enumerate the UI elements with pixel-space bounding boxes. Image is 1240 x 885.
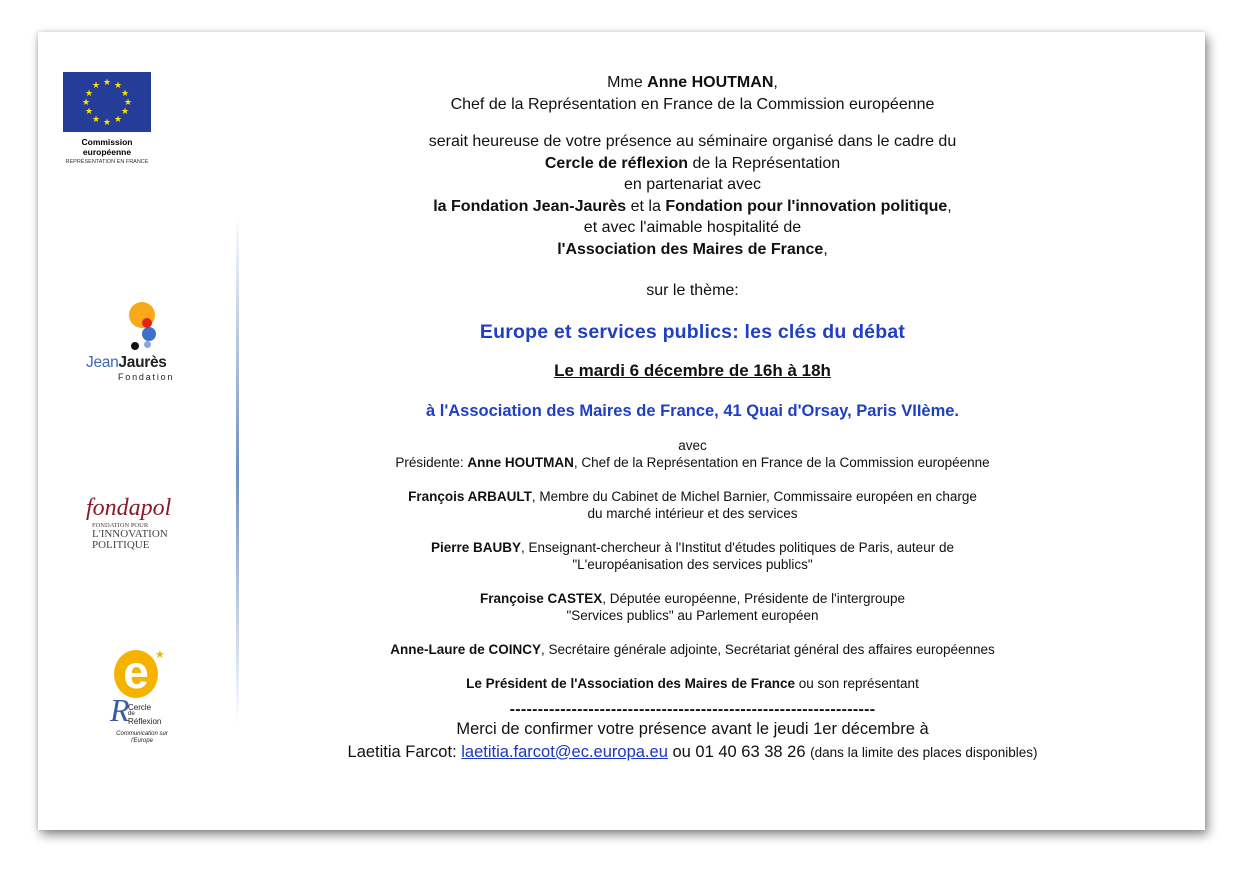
- host-role: Chef de la Représentation en France de la Commission européenne: [450, 95, 935, 113]
- european-commission-logo: [57, 72, 157, 165]
- fondapol-name: fondapol: [86, 495, 172, 521]
- cercle-text-3: Réflexion: [128, 717, 162, 726]
- seminar-title: Europe et services publics: les clés du débat: [479, 320, 906, 343]
- eu-logo-subtitle: REPRÉSENTATION EN FRANCE: [65, 159, 149, 165]
- jj-dot-red: [142, 318, 152, 328]
- rsvp-note: (dans la limite des places disponibles): [810, 744, 1038, 760]
- speaker-2: Pierre BAUBY, Enseignant-chercheur à l'Institut d'études politiques de Paris, auteur de: [431, 539, 954, 555]
- cercle-text-4: Communication sur l'Europe: [116, 731, 168, 744]
- host-name: Anne HOUTMAN: [647, 74, 774, 91]
- invitation-body: [250, 72, 1135, 764]
- seminar-date: Le mardi 6 décembre de 16h à 18h: [554, 360, 831, 380]
- invite-line-3: en partenariat avec: [624, 176, 761, 193]
- jj-logo-name: JeanJaurès: [86, 354, 167, 371]
- speaker-5: Le Président de l'Association des Maires de France ou son représentant: [466, 675, 919, 691]
- cercle-de-reflexion-logo: [106, 648, 172, 748]
- speaker-1: François ARBAULT, Membre du Cabinet de Michel Barnier, Commissaire européen en charge: [408, 488, 977, 504]
- speaker-3-desc: "Services publics" au Parlement européen: [566, 607, 819, 623]
- separator-line: -----------------------------------------------------------------: [509, 700, 876, 718]
- cercle-e-icon: e: [114, 650, 158, 698]
- cercle-r-icon: R: [110, 692, 130, 728]
- vertical-divider: [236, 215, 239, 725]
- host-line: Mme Anne HOUTMAN,: [607, 74, 778, 91]
- star-icon: ★: [155, 649, 165, 661]
- speaker-3: Françoise CASTEX, Députée européenne, Présidente de l'intergroupe: [479, 590, 906, 606]
- speaker-4: Anne-Laure de COINCY, Secrétaire générale adjointe, Secrétariat général des affaires européennes: [390, 641, 995, 657]
- speaker-2-desc: "L'européanisation des services publics": [572, 556, 813, 572]
- fondapol-sub2: L'INNOVATION: [92, 528, 168, 540]
- jj-dot-black: [131, 342, 139, 350]
- speaker-1-desc: du marché intérieur et des services: [587, 505, 798, 521]
- invite-line-2: Cercle de réflexion de la Représentation: [544, 154, 841, 172]
- jj-dot-lightblue: [144, 341, 151, 348]
- invite-line-1: serait heureuse de votre présence au séminaire organisé dans le cadre du: [428, 133, 957, 150]
- eu-flag-icon: ★ ★ ★ ★ ★ ★ ★ ★ ★ ★ ★ ★: [63, 72, 151, 132]
- avec-label: avec: [678, 437, 707, 453]
- invite-line-4: la Fondation Jean-Jaurès et la Fondation pour l'innovation politique,: [433, 197, 952, 215]
- fondapol-sub3: POLITIQUE: [92, 539, 150, 551]
- fondapol-sub1: FONDATION POUR: [92, 522, 149, 529]
- jj-logo-subtitle: Fondation: [118, 372, 175, 382]
- fondapol-logo: [86, 496, 196, 551]
- eu-logo-name: Commission européenne: [81, 137, 133, 157]
- cercle-text-2: de: [128, 711, 135, 717]
- rsvp-email-link[interactable]: laetitia.farcot@ec.europa.eu: [461, 742, 668, 761]
- invite-line-6: l'Association des Maires de France,: [557, 240, 828, 258]
- fondation-jean-jaures-logo: [84, 302, 194, 386]
- rsvp-line-1: Merci de confirmer votre présence avant le jeudi 1er décembre à: [456, 719, 929, 738]
- theme-label: sur le thème:: [646, 282, 739, 299]
- seminar-venue: à l'Association des Maires de France, 41 Quai d'Orsay, Paris VIIème.: [425, 401, 960, 420]
- cercle-text-1: Cercle: [128, 703, 152, 712]
- jj-dot-blue: [142, 327, 156, 341]
- speaker-0: Présidente: Anne HOUTMAN, Chef de la Représentation en France de la Commission européenne: [395, 454, 990, 470]
- rsvp-line-2: Laetitia Farcot: laetitia.farcot@ec.europa.eu ou 01 40 63 38 26 (dans la limite des places disponibles): [347, 742, 1038, 761]
- invite-line-5: et avec l'aimable hospitalité de: [583, 219, 802, 236]
